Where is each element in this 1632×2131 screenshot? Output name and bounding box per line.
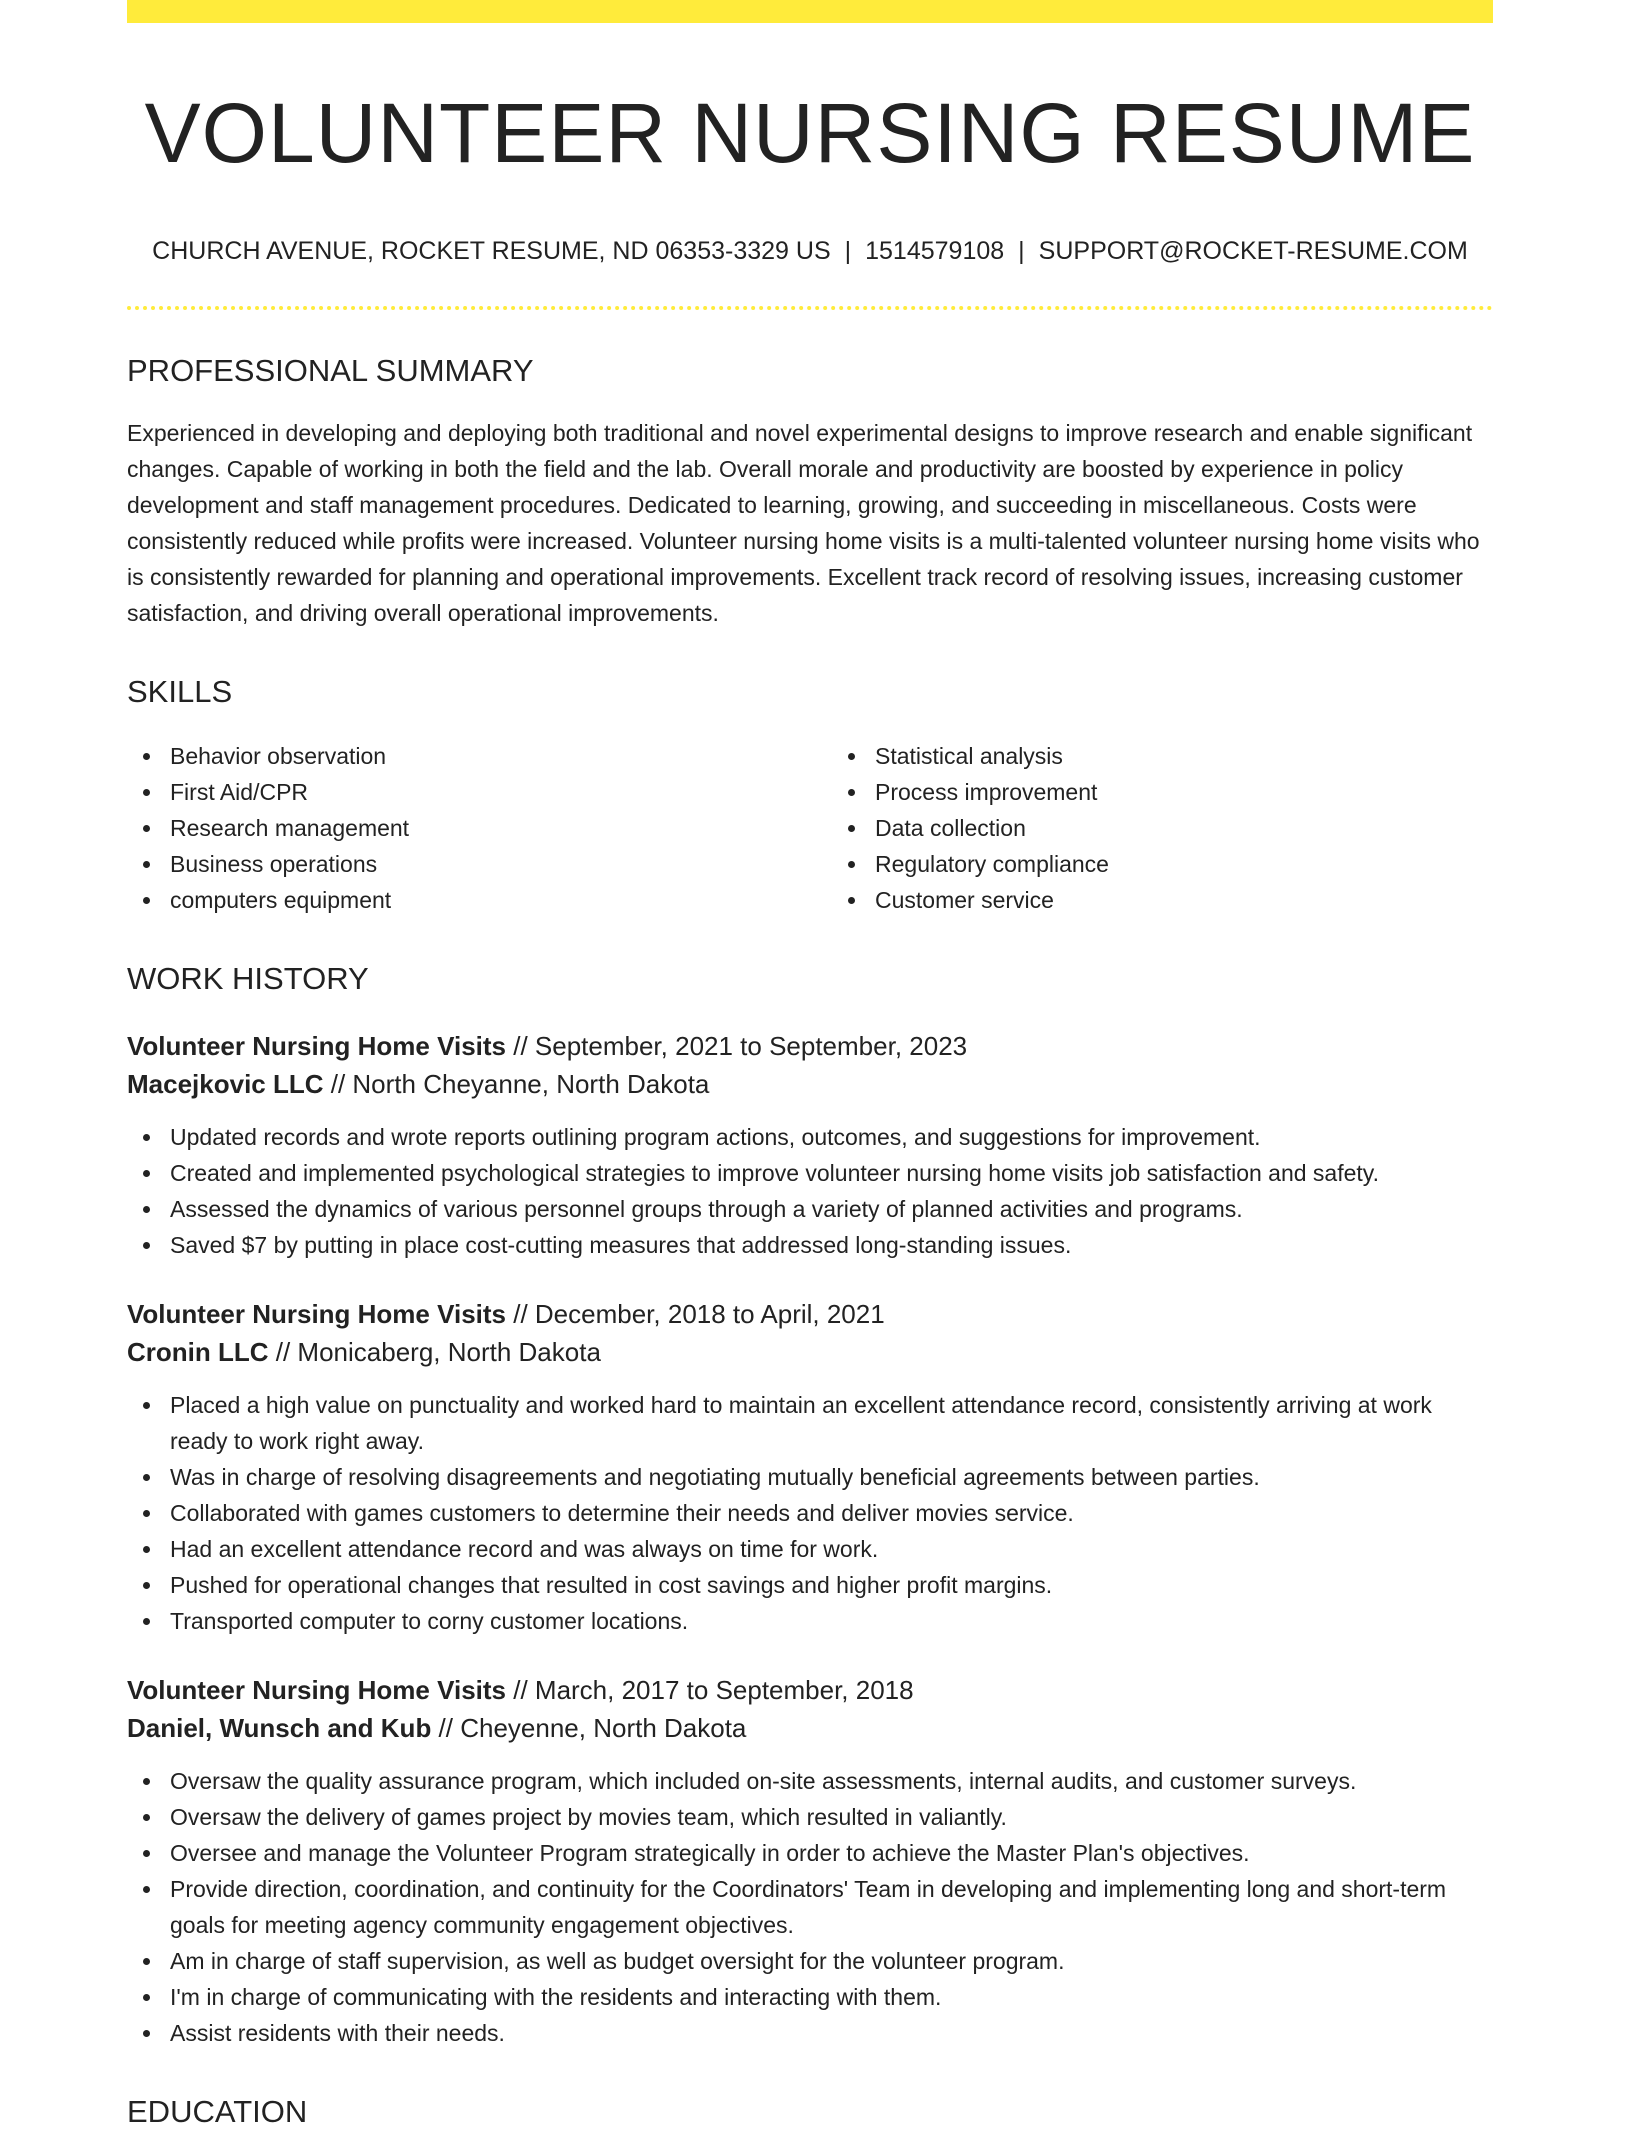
job-dates: // December, 2018 to April, 2021	[506, 1299, 885, 1330]
skills-heading: SKILLS	[127, 673, 233, 709]
skills-column-left	[127, 738, 788, 918]
skills-list	[127, 738, 1493, 918]
summary-text: Experienced in developing and deploying both traditional and novel experimental designs to improve research and enable significant changes. Capable of working in both the field and the lab. Overall morale and productivity are boosted by experience in policy development and staff management procedures. Dedicated to learning, growing, and succeeding in miscellaneous. Costs were consistently reduced while profits were increased. Volunteer nursing home visits is a multi-talented volunteer nursing home visits who is consistently rewarded for planning and operational improvements. Excellent track record of resolving issues, increasing customer satisfaction, and driving overall operational improvements.	[127, 419, 1480, 626]
skill-item: computers equipment	[170, 882, 788, 918]
job-bullet: Oversaw the quality assurance program, which included on-site assessments, internal audits, and customer surveys.	[170, 1763, 1493, 1799]
resume-page	[127, 0, 1493, 2131]
job-bullet: Pushed for operational changes that resulted in cost savings and higher profit margins.	[170, 1567, 1493, 1603]
job-dates: // September, 2021 to September, 2023	[506, 1031, 968, 1062]
job-bullets	[127, 1387, 1493, 1639]
skill-item: Regulatory compliance	[875, 846, 1493, 882]
contact-phone: 1514579108	[865, 236, 1005, 265]
skill-item: Process improvement	[875, 774, 1493, 810]
job-bullet: Updated records and wrote reports outlining program actions, outcomes, and suggestions for improvement.	[170, 1119, 1493, 1155]
job-bullet: Was in charge of resolving disagreements and negotiating mutually beneficial agreements between parties.	[170, 1459, 1493, 1495]
job-bullet: Had an excellent attendance record and was always on time for work.	[170, 1531, 1493, 1567]
job-location: // North Cheyanne, North Dakota	[323, 1069, 710, 1100]
job-location: // Monicaberg, North Dakota	[268, 1337, 601, 1368]
education-heading: EDUCATION	[127, 2094, 308, 2130]
job-bullet: Assessed the dynamics of various personnel groups through a variety of planned activities and programs.	[170, 1191, 1493, 1227]
job-bullet: Transported computer to corny customer locations.	[170, 1603, 1493, 1639]
job-title: Volunteer Nursing Home Visits	[127, 1675, 507, 1706]
job-title: Volunteer Nursing Home Visits	[127, 1299, 507, 1330]
skills-column-right	[832, 738, 1493, 918]
job-dates: // March, 2017 to September, 2018	[506, 1675, 914, 1706]
job-bullet: Oversee and manage the Volunteer Program strategically in order to achieve the Master Plan's objectives.	[170, 1835, 1493, 1871]
contact-line	[127, 236, 1493, 266]
job-company: Macejkovic LLC	[127, 1069, 324, 1100]
job-bullet: I'm in charge of communicating with the residents and interacting with them.	[170, 1979, 1493, 2015]
job-bullet: Saved $7 by putting in place cost-cutting measures that addressed long-standing issues.	[170, 1227, 1493, 1263]
dotted-divider	[127, 306, 1493, 310]
contact-address: CHURCH AVENUE, ROCKET RESUME, ND 06353-3329 US	[152, 236, 831, 265]
contact-email: SUPPORT@ROCKET-RESUME.COM	[1038, 236, 1468, 265]
job-bullet: Assist residents with their needs.	[170, 2015, 1493, 2051]
job-entry	[127, 1295, 1493, 1639]
top-accent-bar	[127, 0, 1493, 23]
skill-item: First Aid/CPR	[170, 774, 788, 810]
skill-item: Behavior observation	[170, 738, 788, 774]
skill-item: Research management	[170, 810, 788, 846]
job-bullets	[127, 1119, 1493, 1263]
job-title-line	[127, 1027, 1493, 1065]
job-bullet: Collaborated with games customers to determine their needs and deliver movies service.	[170, 1495, 1493, 1531]
job-title: Volunteer Nursing Home Visits	[127, 1031, 507, 1062]
job-bullet: Created and implemented psychological strategies to improve volunteer nursing home visits job satisfaction and safety.	[170, 1155, 1493, 1191]
summary-heading: PROFESSIONAL SUMMARY	[127, 352, 534, 388]
job-entry	[127, 1671, 1493, 2051]
job-bullet: Am in charge of staff supervision, as well as budget oversight for the volunteer program.	[170, 1943, 1493, 1979]
skill-item: Business operations	[170, 846, 788, 882]
resume-title: VOLUNTEER NURSING RESUME	[144, 86, 1476, 180]
job-title-line	[127, 1295, 1493, 1333]
contact-separator: |	[844, 236, 852, 265]
job-company: Daniel, Wunsch and Kub	[127, 1713, 432, 1744]
contact-separator: |	[1018, 236, 1025, 265]
job-company-line	[127, 1065, 1493, 1103]
work-history-heading: WORK HISTORY	[127, 961, 369, 997]
skill-item: Customer service	[875, 882, 1493, 918]
job-entry	[127, 1027, 1493, 1263]
skill-item: Statistical analysis	[875, 738, 1493, 774]
skill-item: Data collection	[875, 810, 1493, 846]
job-bullet: Placed a high value on punctuality and worked hard to maintain an excellent attendance record, consistently arriving at work ready to work right away.	[170, 1387, 1493, 1459]
job-company-line	[127, 1333, 1493, 1371]
job-bullet: Oversaw the delivery of games project by movies team, which resulted in valiantly.	[170, 1799, 1493, 1835]
job-bullets	[127, 1763, 1493, 2051]
job-company: Cronin LLC	[127, 1337, 269, 1368]
job-title-line	[127, 1671, 1493, 1709]
job-bullet: Provide direction, coordination, and continuity for the Coordinators' Team in developing and implementing long and short-term goals for meeting agency community engagement objectives.	[170, 1871, 1493, 1943]
job-company-line	[127, 1709, 1493, 1747]
job-location: // Cheyenne, North Dakota	[431, 1713, 747, 1744]
